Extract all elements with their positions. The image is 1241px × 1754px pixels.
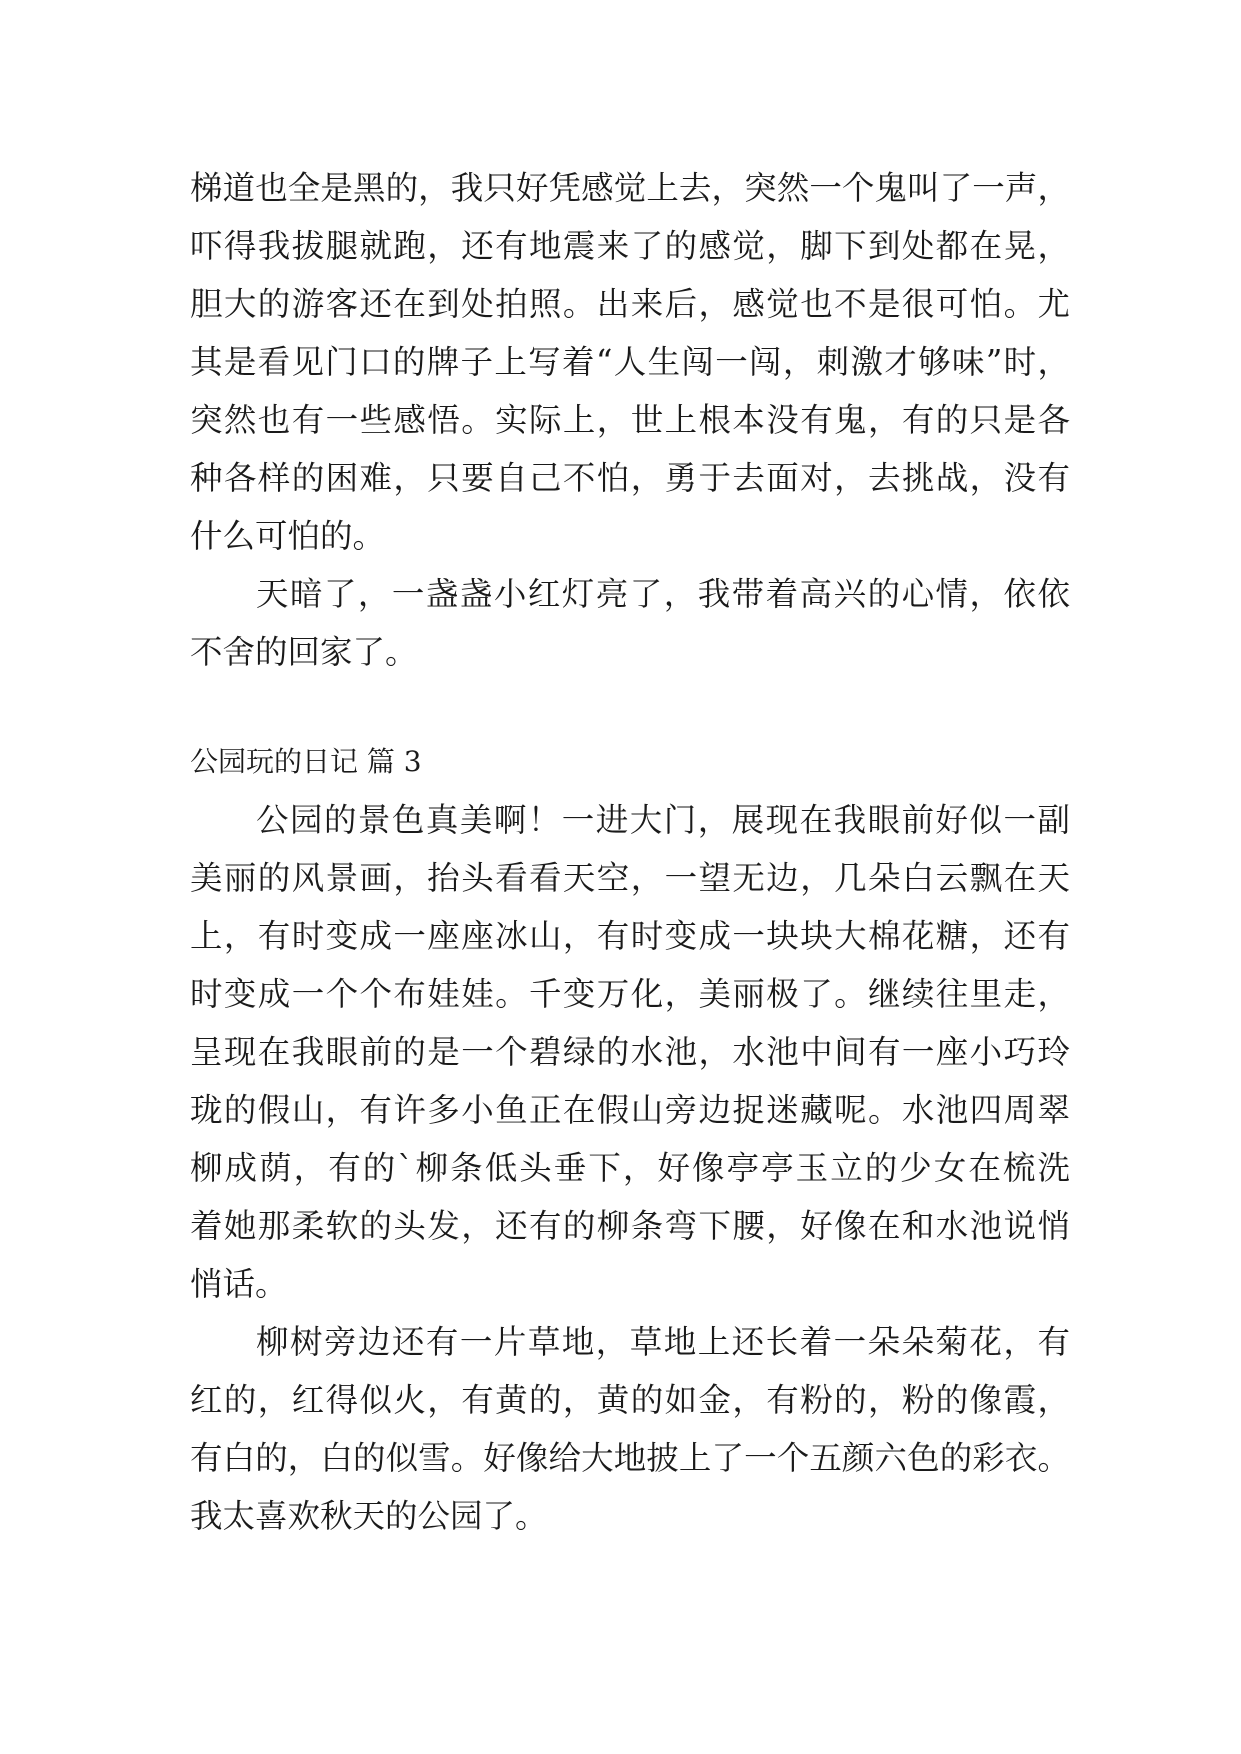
text-line: 有白的，白的似雪。好像给大地披上了一个五颜六色的彩衣。 (190, 1439, 1070, 1477)
text-line: 种各样的困难，只要自己不怕，勇于去面对，去挑战，没有 (190, 459, 1070, 497)
text-line: 天暗了，一盏盏小红灯亮了，我带着高兴的心情，依依 (256, 575, 1070, 613)
text-line: 其是看见门口的牌子上写着“人生闯一闯，刺激才够味”时， (190, 343, 1070, 381)
text-line: 我太喜欢秋天的公园了。 (190, 1497, 548, 1535)
text-line: 时变成一个个布娃娃。千变万化，美丽极了。继续往里走， (190, 975, 1070, 1013)
text-line: 红的，红得似火，有黄的，黄的如金，有粉的，粉的像霞， (190, 1381, 1070, 1419)
text-line: 柳成荫，有的`柳条低头垂下，好像亭亭玉立的少女在梳洗 (190, 1149, 1070, 1187)
text-line: 柳树旁边还有一片草地，草地上还长着一朵朵菊花，有 (256, 1323, 1070, 1361)
text-line: 呈现在我眼前的是一个碧绿的水池，水池中间有一座小巧玲 (190, 1033, 1070, 1071)
text-line: 悄话。 (190, 1265, 288, 1303)
text-line: 着她那柔软的头发，还有的柳条弯下腰，好像在和水池说悄 (190, 1207, 1070, 1245)
text-line: 美丽的风景画，抬头看看天空，一望无边，几朵白云飘在天 (190, 859, 1070, 897)
text-line: 不舍的回家了。 (190, 633, 418, 671)
text-line: 梯道也全是黑的，我只好凭感觉上去，突然一个鬼叫了一声， (190, 169, 1070, 207)
text-line: 公园的景色真美啊！一进大门，展现在我眼前好似一副 (256, 801, 1070, 839)
section-heading: 公园玩的日记 篇 3 (190, 745, 422, 778)
text-line: 突然也有一些感悟。实际上，世上根本没有鬼，有的只是各 (190, 401, 1070, 439)
text-line: 吓得我拔腿就跑，还有地震来了的感觉，脚下到处都在晃， (190, 227, 1070, 265)
text-line: 珑的假山，有许多小鱼正在假山旁边捉迷藏呢。水池四周翠 (190, 1091, 1070, 1129)
text-line: 上，有时变成一座座冰山，有时变成一块块大棉花糖，还有 (190, 917, 1070, 955)
text-line: 胆大的游客还在到处拍照。出来后，感觉也不是很可怕。尤 (190, 285, 1070, 323)
text-line: 什么可怕的。 (190, 517, 386, 555)
